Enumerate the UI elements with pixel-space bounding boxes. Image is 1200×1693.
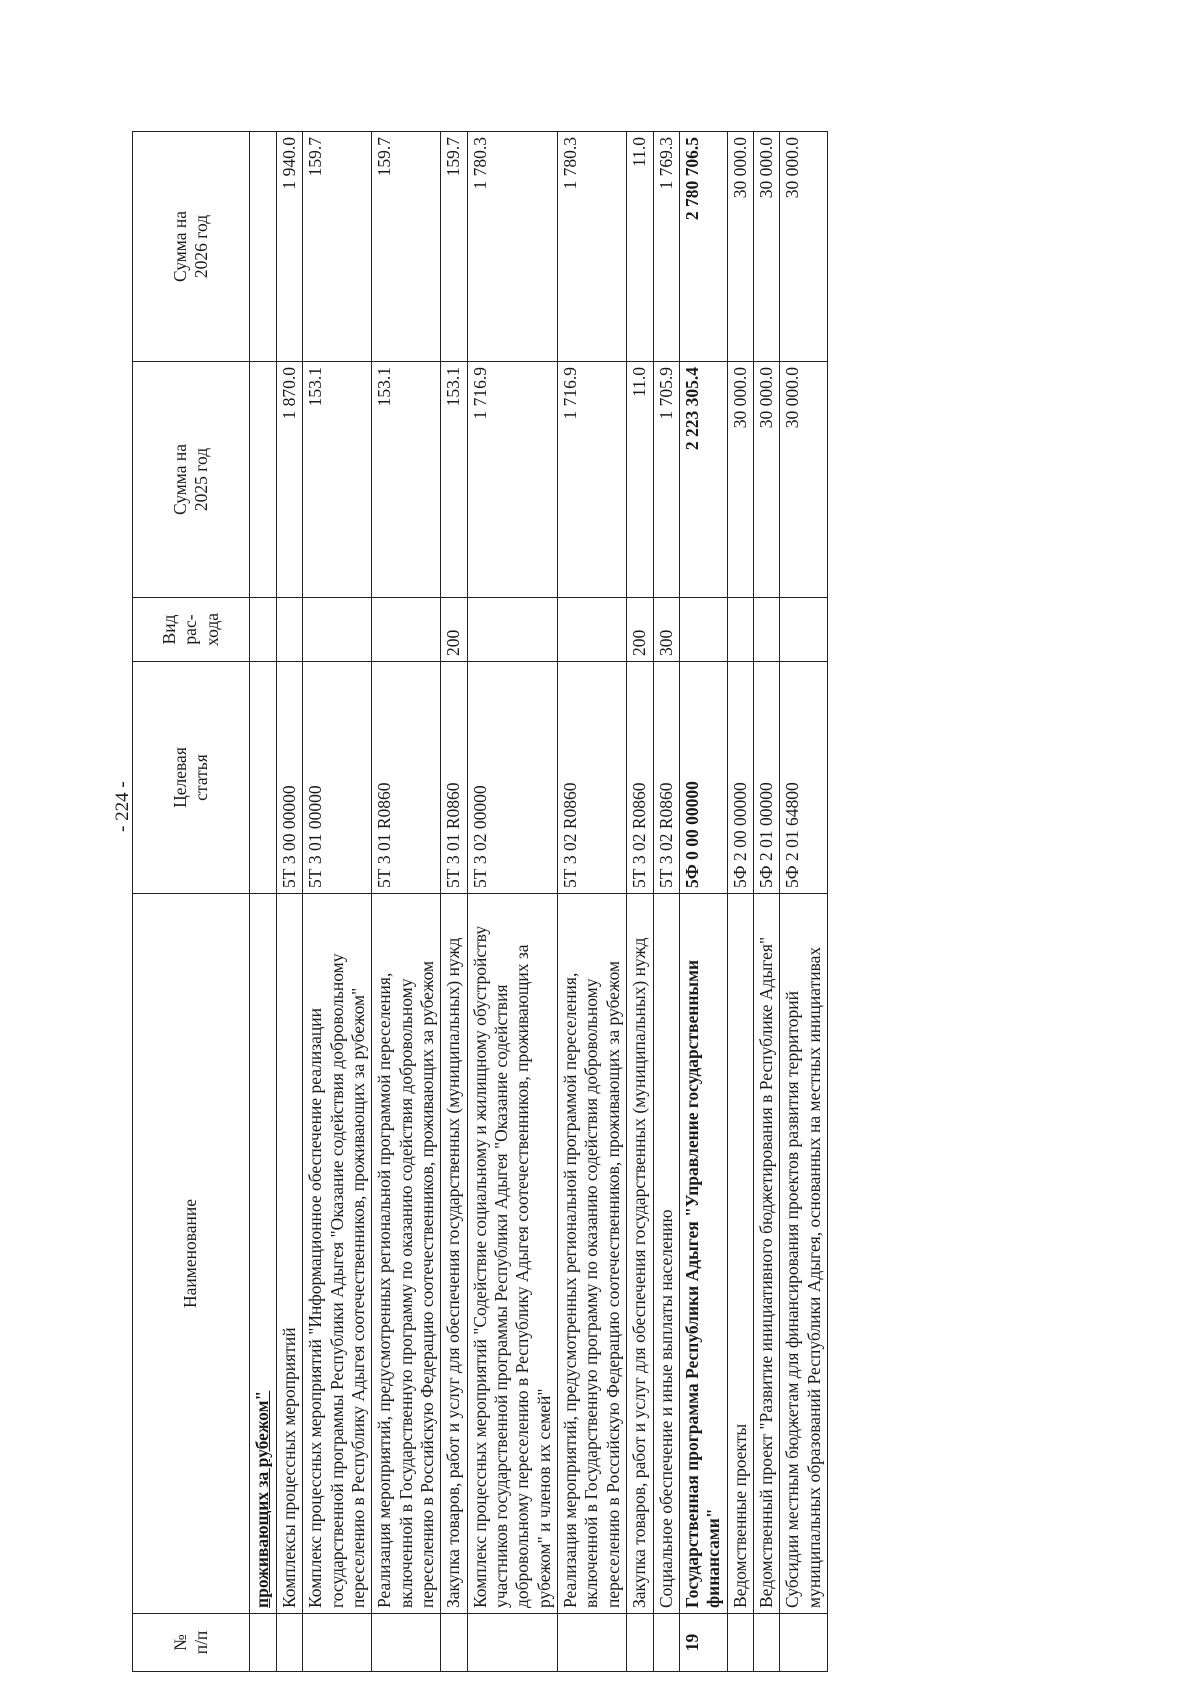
table-row [679, 132, 727, 1672]
cell-num [653, 1614, 679, 1672]
cell-target: 5Ф 2 00 00000 [727, 662, 753, 894]
cell-name: Комплекс процессных мероприятий "Содействие социальному и жилищному обустройству участников государственной программы Республики Адыгея "Оказание содействия добровольному переселению в Республику Адыгея соотечественников, проживающих за рубежом" и членов их семей" [467, 894, 557, 1614]
cell-sum-2026: 30 000.0 [780, 132, 828, 362]
cell-sum-2026: 30 000.0 [727, 132, 753, 362]
cell-target: 5Т 3 01 00000 [303, 662, 372, 894]
cell-kind: 300 [653, 598, 679, 662]
table-row [303, 132, 372, 1672]
cell-name: Комплекс процессных мероприятий "Информационное обеспечение реализации государственной программы Республики Адыгея "Оказание содействия добровольному переселению в Республику Адыгея соотечественников, проживающих за рубежом" [303, 894, 372, 1614]
table-row [467, 132, 557, 1672]
table-row [558, 132, 627, 1672]
cell-num [441, 1614, 467, 1672]
cell-sum-2026 [250, 132, 277, 362]
cell-target: 5Ф 0 00 00000 [679, 662, 727, 894]
cell-name: Закупка товаров, работ и услуг для обеспечения государственных (муниципальных) нужд [441, 894, 467, 1614]
cell-num [303, 1614, 372, 1672]
cell-name: Государственная программа Республики Адыгея "Управление государственными финансами" [679, 894, 727, 1614]
cell-kind [727, 598, 753, 662]
cell-sum-2025: 30 000.0 [753, 362, 779, 598]
header-num: № п/п [133, 1614, 250, 1672]
cell-name: Социальное обеспечение и иные выплаты населению [653, 894, 679, 1614]
cell-sum-2026: 159.7 [372, 132, 441, 362]
table-row [277, 132, 303, 1672]
cell-kind [679, 598, 727, 662]
cell-sum-2026: 1 780.3 [558, 132, 627, 362]
cell-sum-2025: 153.1 [441, 362, 467, 598]
cell-kind [467, 598, 557, 662]
cell-name: Комплексы процессных мероприятий [277, 894, 303, 1614]
cell-sum-2025: 30 000.0 [727, 362, 753, 598]
cell-num [780, 1614, 828, 1672]
cell-target: 5Т 3 02 R0860 [653, 662, 679, 894]
cell-target: 5Т 3 00 00000 [277, 662, 303, 894]
cell-target: 5Т 3 02 R0860 [627, 662, 653, 894]
page-number: - 224 - [112, 781, 133, 832]
budget-table-rotated [132, 132, 1142, 1672]
cell-name: Ведомственные проекты [727, 894, 753, 1614]
cell-kind [558, 598, 627, 662]
header-target: Целевая статья [133, 662, 250, 894]
cell-num [727, 1614, 753, 1672]
cell-kind [753, 598, 779, 662]
cell-sum-2025: 30 000.0 [780, 362, 828, 598]
cell-name: Субсидии местным бюджетам для финансирования проектов развития территорий муниципальных образований Республики Адыгея, основанных на местных инициативах [780, 894, 828, 1614]
cell-sum-2025: 1 716.9 [558, 362, 627, 598]
cell-sum-2026: 2 780 706.5 [679, 132, 727, 362]
table-row [372, 132, 441, 1672]
cell-kind [250, 598, 277, 662]
cell-target: 5Ф 2 01 00000 [753, 662, 779, 894]
header-row [133, 132, 250, 1672]
cell-sum-2025: 1 870.0 [277, 362, 303, 598]
cell-target: 5Т 3 02 R0860 [558, 662, 627, 894]
table-row [753, 132, 779, 1672]
cell-name: Реализация мероприятий, предусмотренных региональной программой переселения, включенной в Государственную программу по оказанию содействия добровольному переселению в Российскую Федерацию соотечественников, проживающих за рубежом [558, 894, 627, 1614]
cell-kind: 200 [627, 598, 653, 662]
cell-name: проживающих за рубежом" [250, 894, 277, 1614]
cell-sum-2026: 159.7 [441, 132, 467, 362]
cell-num [753, 1614, 779, 1672]
cell-num [627, 1614, 653, 1672]
header-name: Наименование [133, 894, 250, 1614]
cell-num [558, 1614, 627, 1672]
cell-sum-2026: 1 780.3 [467, 132, 557, 362]
table-row [250, 132, 277, 1672]
cell-sum-2025: 11.0 [627, 362, 653, 598]
cell-num [467, 1614, 557, 1672]
table-row [627, 132, 653, 1672]
table-row [441, 132, 467, 1672]
table-row [780, 132, 828, 1672]
header-sum-2025: Сумма на 2025 год [133, 362, 250, 598]
cell-kind [780, 598, 828, 662]
cell-num [277, 1614, 303, 1672]
cell-sum-2026: 11.0 [627, 132, 653, 362]
cell-sum-2025: 153.1 [303, 362, 372, 598]
cell-kind [303, 598, 372, 662]
cell-kind [372, 598, 441, 662]
cell-num [250, 1614, 277, 1672]
cell-sum-2025: 153.1 [372, 362, 441, 598]
cell-sum-2026: 1 940.0 [277, 132, 303, 362]
cell-num [372, 1614, 441, 1672]
cell-name: Ведомственный проект "Развитие инициативного бюджетирования в Республике Адыгея" [753, 894, 779, 1614]
table-row [727, 132, 753, 1672]
header-kind: Вид рас- хода [133, 598, 250, 662]
cell-sum-2025: 2 223 305.4 [679, 362, 727, 598]
cell-target: 5Т 3 02 00000 [467, 662, 557, 894]
cell-name: Закупка товаров, работ и услуг для обеспечения государственных (муниципальных) нужд [627, 894, 653, 1614]
cell-target: 5Ф 2 01 64800 [780, 662, 828, 894]
cell-target: 5Т 3 01 R0860 [372, 662, 441, 894]
budget-table [132, 131, 828, 1672]
cell-sum-2026: 159.7 [303, 132, 372, 362]
header-sum-2026: Сумма на 2026 год [133, 132, 250, 362]
cell-num: 19 [679, 1614, 727, 1672]
cell-target [250, 662, 277, 894]
cell-sum-2025: 1 705.9 [653, 362, 679, 598]
cell-target: 5Т 3 01 R0860 [441, 662, 467, 894]
cell-sum-2026: 1 769.3 [653, 132, 679, 362]
cell-sum-2026: 30 000.0 [753, 132, 779, 362]
cell-sum-2025 [250, 362, 277, 598]
cell-kind [277, 598, 303, 662]
cell-name: Реализация мероприятий, предусмотренных региональной программой переселения, включенной в Государственную программу по оказанию содействия добровольному переселению в Российскую Федерацию соотечественников, проживающих за рубежом [372, 894, 441, 1614]
cell-sum-2025: 1 716.9 [467, 362, 557, 598]
table-row [653, 132, 679, 1672]
cell-kind: 200 [441, 598, 467, 662]
